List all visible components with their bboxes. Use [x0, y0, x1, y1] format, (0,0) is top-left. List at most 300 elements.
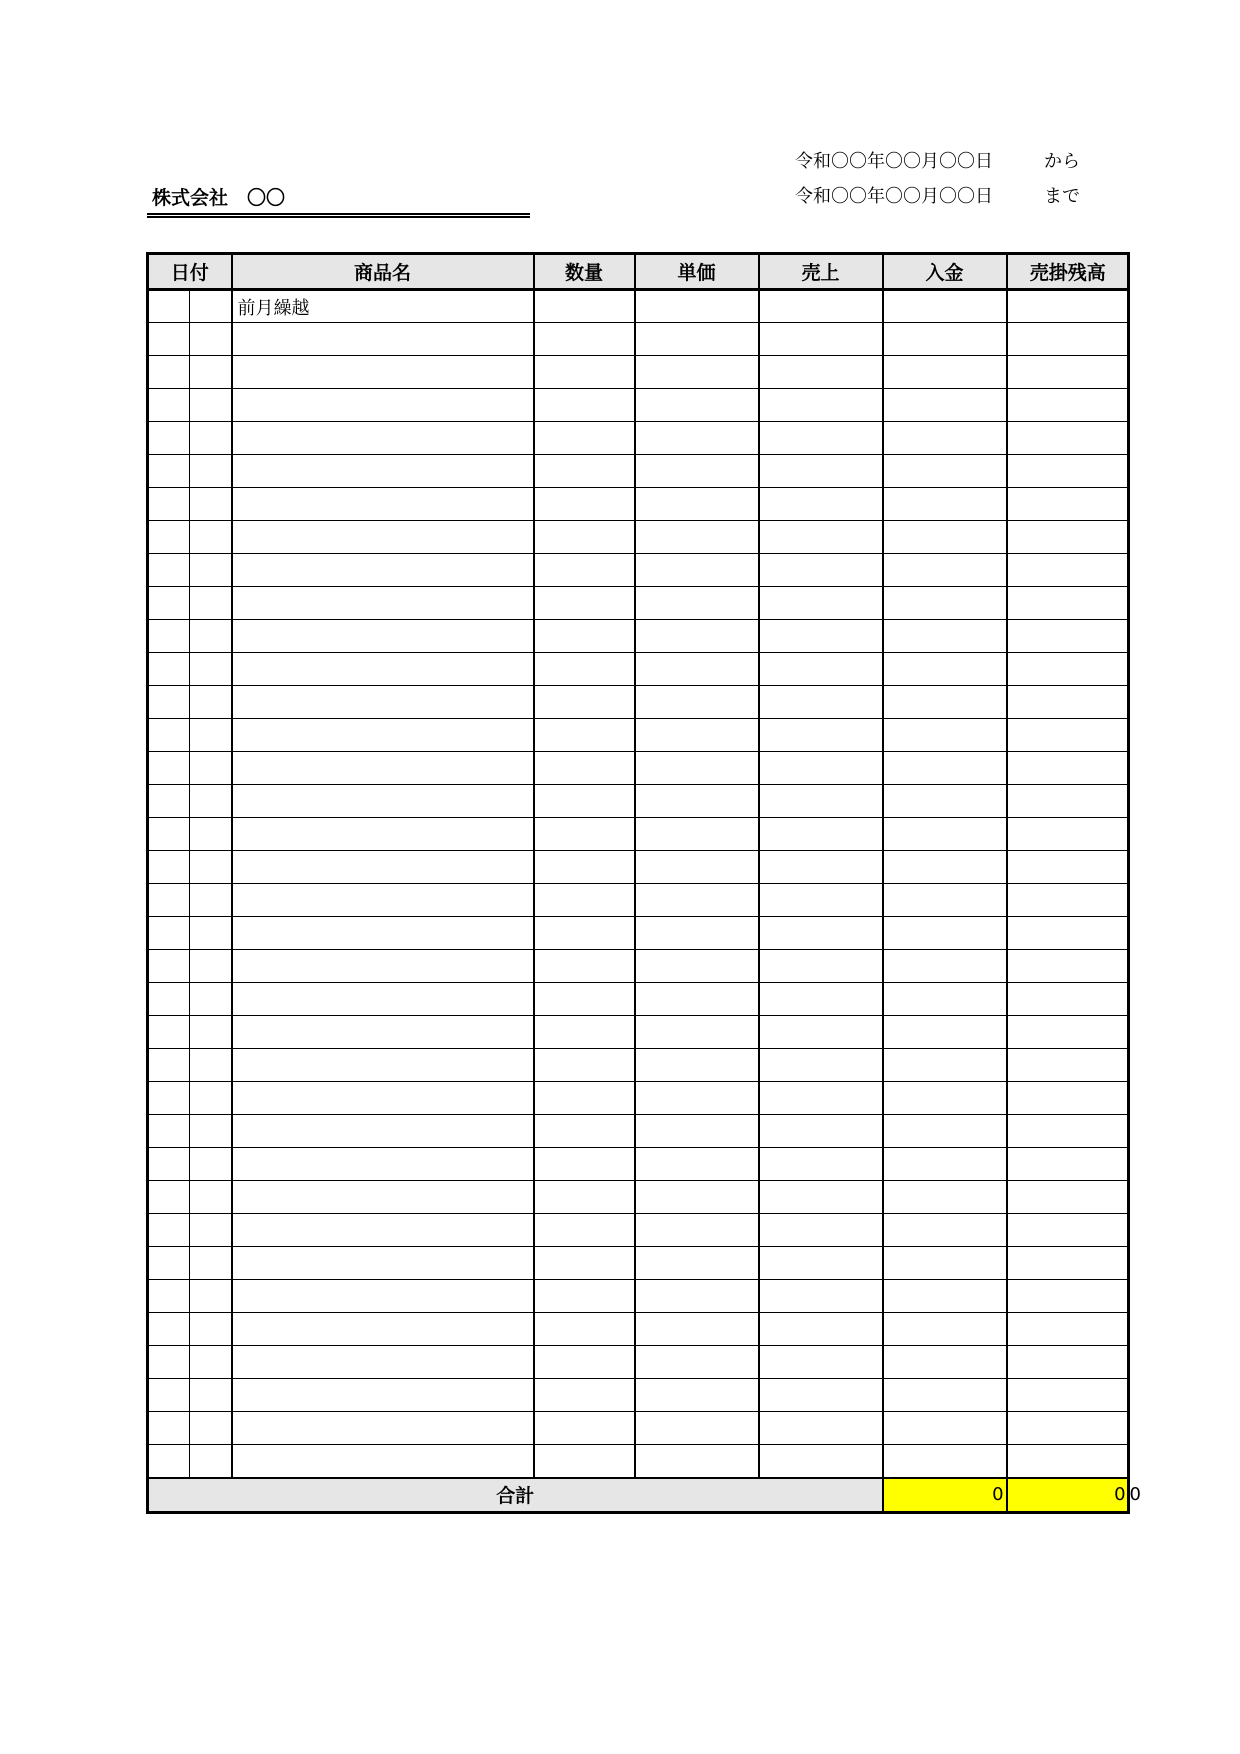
sales-cell[interactable] [759, 884, 883, 917]
quantity-cell[interactable] [534, 521, 635, 554]
month-cell[interactable] [148, 818, 190, 851]
item-name-cell[interactable] [232, 389, 534, 422]
deposit-cell[interactable] [883, 983, 1007, 1016]
sales-cell[interactable] [759, 785, 883, 818]
sales-cell[interactable] [759, 1016, 883, 1049]
sales-cell[interactable] [759, 752, 883, 785]
item-name-cell[interactable] [232, 323, 534, 356]
quantity-cell[interactable] [534, 389, 635, 422]
month-cell[interactable] [148, 1016, 190, 1049]
month-cell[interactable] [148, 983, 190, 1016]
item-name-cell[interactable] [232, 1214, 534, 1247]
deposit-cell[interactable] [883, 389, 1007, 422]
day-cell[interactable] [190, 290, 232, 323]
month-cell[interactable] [148, 620, 190, 653]
day-cell[interactable] [190, 1016, 232, 1049]
month-cell[interactable] [148, 323, 190, 356]
quantity-cell[interactable] [534, 587, 635, 620]
unit-price-cell[interactable] [635, 488, 759, 521]
balance-cell[interactable] [1007, 917, 1129, 950]
deposit-cell[interactable] [883, 587, 1007, 620]
deposit-cell[interactable] [883, 455, 1007, 488]
day-cell[interactable] [190, 1181, 232, 1214]
month-cell[interactable] [148, 785, 190, 818]
table-row [148, 917, 1129, 950]
month-cell[interactable] [148, 1181, 190, 1214]
balance-cell[interactable] [1007, 1181, 1129, 1214]
item-name-cell[interactable] [232, 818, 534, 851]
balance-cell[interactable] [1007, 1016, 1129, 1049]
table-row [148, 752, 1129, 785]
quantity-cell[interactable] [534, 620, 635, 653]
month-cell[interactable] [148, 1247, 190, 1280]
unit-price-cell[interactable] [635, 1115, 759, 1148]
day-cell[interactable] [190, 917, 232, 950]
day-cell[interactable] [190, 356, 232, 389]
day-cell[interactable] [190, 983, 232, 1016]
quantity-cell[interactable] [534, 1181, 635, 1214]
deposit-cell[interactable] [883, 356, 1007, 389]
table-row [148, 1346, 1129, 1379]
sales-cell[interactable] [759, 686, 883, 719]
deposit-cell[interactable] [883, 1115, 1007, 1148]
month-cell[interactable] [148, 1445, 190, 1478]
deposit-cell[interactable] [883, 1445, 1007, 1478]
balance-cell[interactable] [1007, 587, 1129, 620]
item-name-cell[interactable]: 前月繰越 [232, 290, 534, 323]
day-cell[interactable] [190, 1346, 232, 1379]
sales-cell[interactable] [759, 1280, 883, 1313]
unit-price-cell[interactable] [635, 917, 759, 950]
deposit-cell[interactable] [883, 323, 1007, 356]
month-cell[interactable] [148, 1379, 190, 1412]
balance-cell[interactable] [1007, 1247, 1129, 1280]
day-cell[interactable] [190, 818, 232, 851]
item-name-cell[interactable] [232, 950, 534, 983]
item-name-cell[interactable] [232, 917, 534, 950]
sales-cell[interactable] [759, 1247, 883, 1280]
deposit-cell[interactable] [883, 290, 1007, 323]
day-cell[interactable] [190, 1280, 232, 1313]
sales-cell[interactable] [759, 1412, 883, 1445]
unit-price-cell[interactable] [635, 1247, 759, 1280]
unit-price-cell[interactable] [635, 851, 759, 884]
month-cell[interactable] [148, 1214, 190, 1247]
quantity-cell[interactable] [534, 356, 635, 389]
unit-price-cell[interactable] [635, 521, 759, 554]
day-cell[interactable] [190, 1214, 232, 1247]
day-cell[interactable] [190, 521, 232, 554]
deposit-cell[interactable] [883, 488, 1007, 521]
month-cell[interactable] [148, 884, 190, 917]
deposit-cell[interactable] [883, 422, 1007, 455]
quantity-cell[interactable] [534, 323, 635, 356]
quantity-cell[interactable] [534, 554, 635, 587]
sales-cell[interactable] [759, 950, 883, 983]
item-name-cell[interactable] [232, 1148, 534, 1181]
balance-cell[interactable] [1007, 884, 1129, 917]
unit-price-cell[interactable] [635, 1280, 759, 1313]
quantity-cell[interactable] [534, 1445, 635, 1478]
month-cell[interactable] [148, 1049, 190, 1082]
month-cell[interactable] [148, 950, 190, 983]
quantity-cell[interactable] [534, 488, 635, 521]
deposit-cell[interactable] [883, 851, 1007, 884]
quantity-cell[interactable] [534, 455, 635, 488]
sales-cell[interactable] [759, 983, 883, 1016]
balance-cell[interactable] [1007, 323, 1129, 356]
month-cell[interactable] [148, 851, 190, 884]
quantity-cell[interactable] [534, 950, 635, 983]
quantity-cell[interactable] [534, 1148, 635, 1181]
deposit-cell[interactable] [883, 1148, 1007, 1181]
sales-cell[interactable] [759, 620, 883, 653]
item-name-cell[interactable] [232, 1313, 534, 1346]
quantity-cell[interactable] [534, 884, 635, 917]
sales-cell[interactable] [759, 1181, 883, 1214]
item-name-cell[interactable] [232, 719, 534, 752]
sales-cell[interactable] [759, 1148, 883, 1181]
balance-cell[interactable] [1007, 1346, 1129, 1379]
day-cell[interactable] [190, 785, 232, 818]
deposit-cell[interactable] [883, 1280, 1007, 1313]
quantity-cell[interactable] [534, 1115, 635, 1148]
day-cell[interactable] [190, 1379, 232, 1412]
unit-price-cell[interactable] [635, 818, 759, 851]
balance-cell[interactable] [1007, 1445, 1129, 1478]
day-cell[interactable] [190, 1412, 232, 1445]
unit-price-cell[interactable] [635, 290, 759, 323]
balance-cell[interactable] [1007, 950, 1129, 983]
quantity-cell[interactable] [534, 719, 635, 752]
quantity-cell[interactable] [534, 1280, 635, 1313]
unit-price-cell[interactable] [635, 1016, 759, 1049]
balance-cell[interactable] [1007, 1412, 1129, 1445]
month-cell[interactable] [148, 587, 190, 620]
deposit-cell[interactable] [883, 554, 1007, 587]
unit-price-cell[interactable] [635, 1148, 759, 1181]
sales-cell[interactable] [759, 521, 883, 554]
table-row [148, 1313, 1129, 1346]
day-cell[interactable] [190, 1082, 232, 1115]
balance-cell[interactable] [1007, 983, 1129, 1016]
unit-price-cell[interactable] [635, 1346, 759, 1379]
day-cell[interactable] [190, 587, 232, 620]
deposit-cell[interactable] [883, 884, 1007, 917]
unit-price-cell[interactable] [635, 686, 759, 719]
day-cell[interactable] [190, 686, 232, 719]
balance-cell[interactable] [1007, 521, 1129, 554]
quantity-cell[interactable] [534, 1346, 635, 1379]
month-cell[interactable] [148, 1313, 190, 1346]
sales-cell[interactable] [759, 587, 883, 620]
day-cell[interactable] [190, 1247, 232, 1280]
month-cell[interactable] [148, 719, 190, 752]
unit-price-cell[interactable] [635, 620, 759, 653]
day-cell[interactable] [190, 1445, 232, 1478]
deposit-cell[interactable] [883, 950, 1007, 983]
month-cell[interactable] [148, 455, 190, 488]
deposit-cell[interactable] [883, 917, 1007, 950]
sales-cell[interactable] [759, 1082, 883, 1115]
day-cell[interactable] [190, 455, 232, 488]
unit-price-cell[interactable] [635, 356, 759, 389]
deposit-cell[interactable] [883, 1049, 1007, 1082]
item-name-cell[interactable] [232, 686, 534, 719]
quantity-cell[interactable] [534, 752, 635, 785]
quantity-cell[interactable] [534, 1016, 635, 1049]
sales-cell[interactable] [759, 653, 883, 686]
balance-cell[interactable] [1007, 686, 1129, 719]
sales-cell[interactable] [759, 1313, 883, 1346]
sales-cell[interactable] [759, 1445, 883, 1478]
unit-price-cell[interactable] [635, 1214, 759, 1247]
deposit-cell[interactable] [883, 818, 1007, 851]
item-name-cell[interactable] [232, 1280, 534, 1313]
balance-cell[interactable] [1007, 1049, 1129, 1082]
table-row [148, 983, 1129, 1016]
deposit-cell[interactable] [883, 521, 1007, 554]
item-name-cell[interactable] [232, 1247, 534, 1280]
day-cell[interactable] [190, 1049, 232, 1082]
unit-price-cell[interactable] [635, 653, 759, 686]
quantity-cell[interactable] [534, 1214, 635, 1247]
sales-cell[interactable] [759, 818, 883, 851]
balance-cell[interactable] [1007, 1214, 1129, 1247]
item-name-cell[interactable] [232, 356, 534, 389]
month-cell[interactable] [148, 1082, 190, 1115]
table-row [148, 1445, 1129, 1478]
balance-cell[interactable] [1007, 785, 1129, 818]
balance-cell[interactable] [1007, 1082, 1129, 1115]
deposit-cell[interactable] [883, 1082, 1007, 1115]
month-cell[interactable] [148, 686, 190, 719]
month-cell[interactable] [148, 752, 190, 785]
balance-cell[interactable] [1007, 356, 1129, 389]
header-quantity: 数量 [534, 254, 635, 290]
day-cell[interactable] [190, 620, 232, 653]
month-cell[interactable] [148, 917, 190, 950]
day-cell[interactable] [190, 851, 232, 884]
item-name-cell[interactable] [232, 653, 534, 686]
day-cell[interactable] [190, 1115, 232, 1148]
deposit-cell[interactable] [883, 752, 1007, 785]
balance-cell[interactable] [1007, 818, 1129, 851]
unit-price-cell[interactable] [635, 719, 759, 752]
deposit-cell[interactable] [883, 1016, 1007, 1049]
sales-cell[interactable] [759, 1049, 883, 1082]
quantity-cell[interactable] [534, 785, 635, 818]
sales-total[interactable]: 0 [883, 1478, 1007, 1513]
sales-cell[interactable] [759, 851, 883, 884]
sales-cell[interactable] [759, 323, 883, 356]
sales-cell[interactable] [759, 1379, 883, 1412]
item-name-cell[interactable] [232, 521, 534, 554]
quantity-cell[interactable] [534, 983, 635, 1016]
quantity-cell[interactable] [534, 1313, 635, 1346]
unit-price-cell[interactable] [635, 752, 759, 785]
sales-cell[interactable] [759, 356, 883, 389]
month-cell[interactable] [148, 554, 190, 587]
balance-cell[interactable] [1007, 1280, 1129, 1313]
company-underline [147, 213, 530, 218]
unit-price-cell[interactable] [635, 554, 759, 587]
item-name-cell[interactable] [232, 587, 534, 620]
unit-price-cell[interactable] [635, 884, 759, 917]
balance-cell[interactable] [1007, 653, 1129, 686]
unit-price-cell[interactable] [635, 455, 759, 488]
month-cell[interactable] [148, 422, 190, 455]
item-name-cell[interactable] [232, 851, 534, 884]
item-name-cell[interactable] [232, 1346, 534, 1379]
item-name-cell[interactable] [232, 554, 534, 587]
unit-price-cell[interactable] [635, 1445, 759, 1478]
deposit-cell[interactable] [883, 1346, 1007, 1379]
item-name-cell[interactable] [232, 455, 534, 488]
deposit-cell[interactable] [883, 1313, 1007, 1346]
month-cell[interactable] [148, 653, 190, 686]
unit-price-cell[interactable] [635, 422, 759, 455]
unit-price-cell[interactable] [635, 1181, 759, 1214]
quantity-cell[interactable] [534, 1379, 635, 1412]
balance-cell[interactable] [1007, 719, 1129, 752]
unit-price-cell[interactable] [635, 1049, 759, 1082]
unit-price-cell[interactable] [635, 1082, 759, 1115]
item-name-cell[interactable] [232, 1445, 534, 1478]
balance-cell[interactable] [1007, 422, 1129, 455]
sales-cell[interactable] [759, 290, 883, 323]
item-name-cell[interactable] [232, 1049, 534, 1082]
month-cell[interactable] [148, 521, 190, 554]
item-name-cell[interactable] [232, 1379, 534, 1412]
deposit-cell[interactable] [883, 620, 1007, 653]
quantity-cell[interactable] [534, 818, 635, 851]
unit-price-cell[interactable] [635, 323, 759, 356]
sales-cell[interactable] [759, 554, 883, 587]
quantity-cell[interactable] [534, 1082, 635, 1115]
item-name-cell[interactable] [232, 785, 534, 818]
month-cell[interactable] [148, 290, 190, 323]
balance-cell[interactable] [1007, 290, 1129, 323]
unit-price-cell[interactable] [635, 983, 759, 1016]
unit-price-cell[interactable] [635, 389, 759, 422]
item-name-cell[interactable] [232, 983, 534, 1016]
quantity-cell[interactable] [534, 290, 635, 323]
balance-cell[interactable] [1007, 1313, 1129, 1346]
day-cell[interactable] [190, 422, 232, 455]
sales-cell[interactable] [759, 1115, 883, 1148]
unit-price-cell[interactable] [635, 1379, 759, 1412]
item-name-cell[interactable] [232, 488, 534, 521]
quantity-cell[interactable] [534, 686, 635, 719]
sales-cell[interactable] [759, 1346, 883, 1379]
table-row [148, 422, 1129, 455]
item-name-cell[interactable] [232, 1082, 534, 1115]
day-cell[interactable] [190, 1148, 232, 1181]
item-name-cell[interactable] [232, 752, 534, 785]
quantity-cell[interactable] [534, 851, 635, 884]
day-cell[interactable] [190, 389, 232, 422]
day-cell[interactable] [190, 488, 232, 521]
quantity-cell[interactable] [534, 1412, 635, 1445]
unit-price-cell[interactable] [635, 587, 759, 620]
day-cell[interactable] [190, 554, 232, 587]
sales-cell[interactable] [759, 1214, 883, 1247]
month-cell[interactable] [148, 389, 190, 422]
sales-cell[interactable] [759, 719, 883, 752]
item-name-cell[interactable] [232, 1181, 534, 1214]
unit-price-cell[interactable] [635, 1313, 759, 1346]
balance-cell[interactable] [1007, 851, 1129, 884]
quantity-cell[interactable] [534, 1049, 635, 1082]
sales-cell[interactable] [759, 455, 883, 488]
deposit-total[interactable]: 0 [1007, 1478, 1129, 1513]
balance-cell[interactable] [1007, 1115, 1129, 1148]
quantity-cell[interactable] [534, 653, 635, 686]
balance-cell[interactable] [1007, 554, 1129, 587]
balance-cell[interactable] [1007, 620, 1129, 653]
deposit-cell[interactable] [883, 1379, 1007, 1412]
sales-cell[interactable] [759, 389, 883, 422]
deposit-cell[interactable] [883, 653, 1007, 686]
day-cell[interactable] [190, 884, 232, 917]
unit-price-cell[interactable] [635, 950, 759, 983]
deposit-cell[interactable] [883, 1412, 1007, 1445]
quantity-cell[interactable] [534, 1247, 635, 1280]
quantity-cell[interactable] [534, 917, 635, 950]
unit-price-cell[interactable] [635, 785, 759, 818]
day-cell[interactable] [190, 323, 232, 356]
deposit-cell[interactable] [883, 785, 1007, 818]
item-name-cell[interactable] [232, 1016, 534, 1049]
deposit-cell[interactable] [883, 1247, 1007, 1280]
balance-cell[interactable] [1007, 752, 1129, 785]
item-name-cell[interactable] [232, 1115, 534, 1148]
deposit-cell[interactable] [883, 719, 1007, 752]
day-cell[interactable] [190, 752, 232, 785]
day-cell[interactable] [190, 653, 232, 686]
sales-cell[interactable] [759, 422, 883, 455]
deposit-cell[interactable] [883, 686, 1007, 719]
balance-cell[interactable] [1007, 488, 1129, 521]
quantity-cell[interactable] [534, 422, 635, 455]
unit-price-cell[interactable] [635, 1412, 759, 1445]
header-deposit: 入金 [883, 254, 1007, 290]
sales-cell[interactable] [759, 488, 883, 521]
day-cell[interactable] [190, 1313, 232, 1346]
item-name-cell[interactable] [232, 884, 534, 917]
balance-cell[interactable] [1007, 455, 1129, 488]
balance-cell[interactable] [1007, 1148, 1129, 1181]
balance-cell[interactable] [1007, 389, 1129, 422]
month-cell[interactable] [148, 1148, 190, 1181]
month-cell[interactable] [148, 356, 190, 389]
month-cell[interactable] [148, 488, 190, 521]
month-cell[interactable] [148, 1280, 190, 1313]
month-cell[interactable] [148, 1115, 190, 1148]
month-cell[interactable] [148, 1412, 190, 1445]
item-name-cell[interactable] [232, 1412, 534, 1445]
day-cell[interactable] [190, 950, 232, 983]
day-cell[interactable] [190, 719, 232, 752]
deposit-cell[interactable] [883, 1214, 1007, 1247]
month-cell[interactable] [148, 1346, 190, 1379]
deposit-cell[interactable] [883, 1181, 1007, 1214]
balance-cell[interactable] [1007, 1379, 1129, 1412]
item-name-cell[interactable] [232, 620, 534, 653]
item-name-cell[interactable] [232, 422, 534, 455]
sales-cell[interactable] [759, 917, 883, 950]
